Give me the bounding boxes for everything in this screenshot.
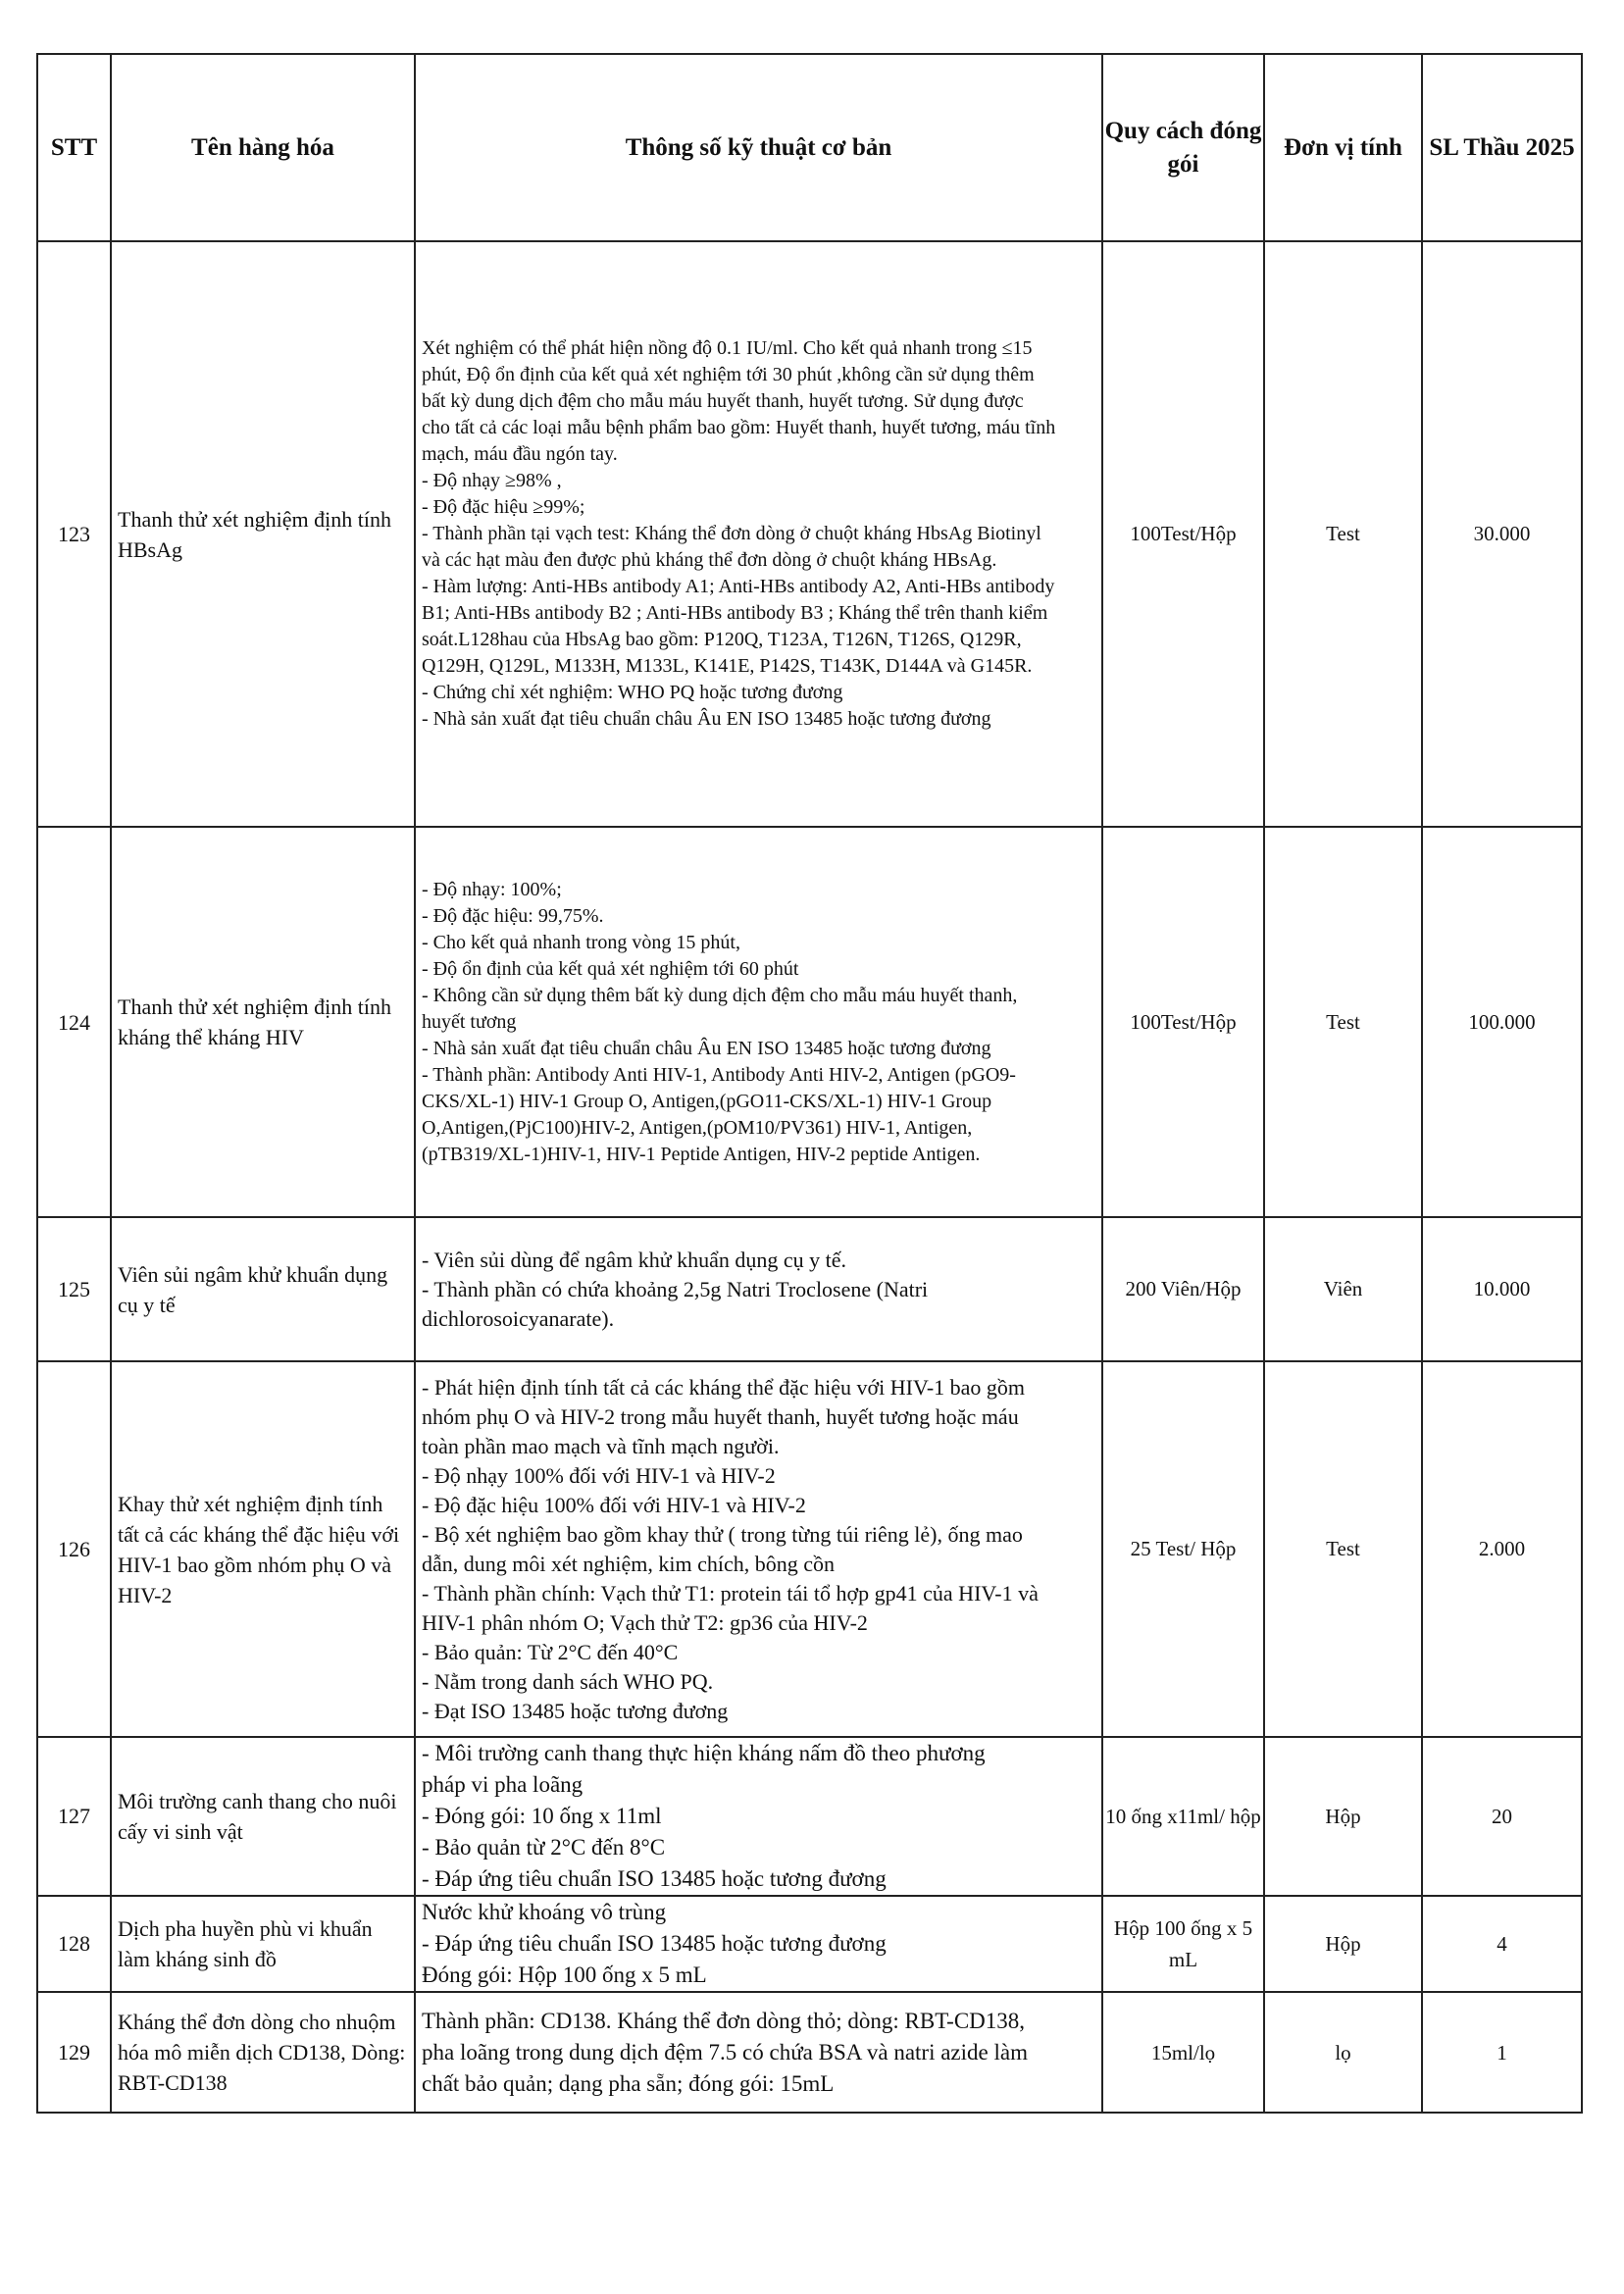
row-unit: Test	[1264, 1361, 1422, 1737]
table-row	[37, 241, 1582, 827]
spec-line: nhóm phụ O và HIV-2 trong mẫu huyết thanh, huyết tương hoặc máu	[422, 1403, 1019, 1429]
spec-line: - Cho kết quả nhanh trong vòng 15 phút,	[422, 931, 740, 953]
row-stt: 124	[37, 827, 111, 1217]
spec-line: HIV-1 phân nhóm O; Vạch thử T2: gp36 của HIV-2	[422, 1609, 868, 1635]
row-spec	[415, 1992, 1102, 2113]
spec-line: - Đạt ISO 13485 hoặc tương đương	[422, 1698, 729, 1723]
row-stt: 127	[37, 1737, 111, 1896]
spec-line: - Nhà sản xuất đạt tiêu chuẩn châu Âu EN ISO 13485 hoặc tương đương	[422, 1037, 991, 1059]
row-qty: 30.000	[1422, 241, 1582, 827]
spec-line: B1; Anti-HBs antibody B2 ; Anti-HBs antibody B3 ; Kháng thể trên thanh kiểm	[422, 602, 1048, 624]
spec-line: dichlorosoicyanarate).	[422, 1305, 615, 1331]
row-stt: 129	[37, 1992, 111, 2113]
spec-line: toàn phần mao mạch và tĩnh mạch người.	[422, 1433, 780, 1458]
row-unit: Test	[1264, 827, 1422, 1217]
spec-line: cho tất cả các loại mẫu bệnh phẩm bao gồm: Huyết thanh, huyết tương, máu tĩnh	[422, 417, 1056, 438]
spec-line: (pTB319/XL-1)HIV-1, HIV-1 Peptide Antigen, HIV-2 peptide Antigen.	[422, 1143, 981, 1165]
spec-line: - Viên sủi dùng để ngâm khử khuẩn dụng cụ y tế.	[422, 1247, 847, 1272]
header-unit: Đơn vị tính	[1264, 54, 1422, 241]
header-spec: Thông số kỹ thuật cơ bản	[415, 54, 1102, 241]
spec-line: Q129H, Q129L, M133H, M133L, K141E, P142S, T143K, D144A và G145R.	[422, 655, 1033, 677]
row-name: Viên sủi ngâm khử khuẩn dụng cụ y tế	[111, 1217, 415, 1361]
row-name: Thanh thử xét nghiệm định tính kháng thể kháng HIV	[111, 827, 415, 1217]
row-stt: 125	[37, 1217, 111, 1361]
spec-line: Đóng gói: Hộp 100 ống x 5 mL	[422, 1963, 707, 1987]
row-stt: 123	[37, 241, 111, 827]
row-unit: lọ	[1264, 1992, 1422, 2113]
row-name: Kháng thể đơn dòng cho nhuộm hóa mô miễn dịch CD138, Dòng: RBT-CD138	[111, 1992, 415, 2113]
spec-line: Thành phần: CD138. Kháng thể đơn dòng thỏ; dòng: RBT-CD138,	[422, 2008, 1026, 2033]
row-pack: Hộp 100 ống x 5 mL	[1102, 1896, 1264, 1992]
row-spec	[415, 1896, 1102, 1992]
row-name: Dịch pha huyền phù vi khuẩn làm kháng sinh đồ	[111, 1896, 415, 1992]
row-spec	[415, 827, 1102, 1217]
row-unit: Test	[1264, 241, 1422, 827]
spec-line: huyết tương	[422, 1010, 517, 1033]
row-stt: 128	[37, 1896, 111, 1992]
spec-line: - Thành phần tại vạch test: Kháng thể đơn dòng ở chuột kháng HbsAg Biotinyl	[422, 523, 1041, 544]
row-qty: 4	[1422, 1896, 1582, 1992]
row-pack: 25 Test/ Hộp	[1102, 1361, 1264, 1737]
spec-line: pháp vi pha loãng	[422, 1772, 584, 1797]
spec-line: - Độ nhạy: 100%;	[422, 878, 562, 900]
row-qty: 1	[1422, 1992, 1582, 2113]
spec-line: - Thành phần: Antibody Anti HIV-1, Antibody Anti HIV-2, Antigen (pGO9-	[422, 1063, 1016, 1086]
spec-line: - Chứng chỉ xét nghiệm: WHO PQ hoặc tương đương	[422, 682, 843, 703]
row-pack: 15ml/lọ	[1102, 1992, 1264, 2113]
spec-line: - Đáp ứng tiêu chuẩn ISO 13485 hoặc tương đương	[422, 1866, 887, 1891]
spec-line: CKS/XL-1) HIV-1 Group O, Antigen,(pGO11-CKS/XL-1) HIV-1 Group	[422, 1090, 992, 1112]
table-header-row	[37, 54, 1582, 241]
spec-line: mạch, máu đầu ngón tay.	[422, 443, 618, 465]
spec-line: Xét nghiệm có thể phát hiện nồng độ 0.1 IU/ml. Cho kết quả nhanh trong ≤15	[422, 337, 1033, 359]
row-qty: 10.000	[1422, 1217, 1582, 1361]
spec-line: dẫn, dung môi xét nghiệm, kim chích, bông cồn	[422, 1551, 835, 1576]
spec-line: - Bảo quản từ 2°C đến 8°C	[422, 1835, 666, 1860]
spec-line: O,Antigen,(PjC100)HIV-2, Antigen,(pOM10/PV361) HIV-1, Antigen,	[422, 1116, 973, 1139]
spec-line: soát.L128hau của HbsAg bao gồm: P120Q, T123A, T126N, T126S, Q129R,	[422, 629, 1022, 650]
spec-line: - Hàm lượng: Anti-HBs antibody A1; Anti-HBs antibody A2, Anti-HBs antibody	[422, 576, 1055, 597]
table-row	[37, 1361, 1582, 1737]
row-spec	[415, 1361, 1102, 1737]
row-pack: 100Test/Hộp	[1102, 241, 1264, 827]
spec-line: phút, Độ ổn định của kết quả xét nghiệm tới 30 phút ,không cần sử dụng thêm	[422, 364, 1035, 385]
spec-line: - Độ nhạy ≥98% ,	[422, 470, 562, 491]
row-name: Môi trường canh thang cho nuôi cấy vi sinh vật	[111, 1737, 415, 1896]
procurement-table	[36, 53, 1583, 2114]
spec-line: - Đáp ứng tiêu chuẩn ISO 13485 hoặc tương đương	[422, 1931, 887, 1956]
spec-line: và các hạt màu đen được phủ kháng thể đơn dòng ở chuột kháng HBsAg.	[422, 549, 997, 571]
spec-line: - Độ đặc hiệu ≥99%;	[422, 496, 585, 518]
spec-line: chất bảo quản; dạng pha sẵn; đóng gói: 15mL	[422, 2070, 835, 2096]
spec-line: - Đóng gói: 10 ống x 11ml	[422, 1804, 662, 1828]
spec-line: pha loãng trong dung dịch đệm 7.5 có chứa BSA và natri azide làm	[422, 2039, 1028, 2065]
table-row	[37, 1992, 1582, 2113]
row-pack: 200 Viên/Hộp	[1102, 1217, 1264, 1361]
header-pack: Quy cách đóng gói	[1102, 54, 1264, 241]
table-row	[37, 1217, 1582, 1361]
row-pack: 100Test/Hộp	[1102, 827, 1264, 1217]
spec-line: Nước khử khoáng vô trùng	[422, 1900, 667, 1924]
spec-line: - Độ nhạy 100% đối với HIV-1 và HIV-2	[422, 1462, 776, 1488]
spec-line: - Nằm trong danh sách WHO PQ.	[422, 1668, 714, 1694]
row-qty: 100.000	[1422, 827, 1582, 1217]
spec-line: - Bộ xét nghiệm bao gồm khay thử ( trong từng túi riêng lẻ), ống mao	[422, 1521, 1023, 1547]
row-unit: Hộp	[1264, 1896, 1422, 1992]
spec-line: - Bảo quản: Từ 2°C đến 40°C	[422, 1639, 679, 1664]
row-qty: 2.000	[1422, 1361, 1582, 1737]
spec-line: - Phát hiện định tính tất cả các kháng thể đặc hiệu với HIV-1 bao gồm	[422, 1374, 1026, 1400]
spec-line: - Độ đặc hiệu: 99,75%.	[422, 904, 604, 927]
row-qty: 20	[1422, 1737, 1582, 1896]
spec-line: - Độ ổn định của kết quả xét nghiệm tới 60 phút	[422, 957, 799, 980]
row-stt: 126	[37, 1361, 111, 1737]
spec-line: - Không cần sử dụng thêm bất kỳ dung dịch đệm cho mẫu máu huyết thanh,	[422, 984, 1018, 1006]
row-pack: 10 ống x11ml/ hộp	[1102, 1737, 1264, 1896]
spec-line: - Nhà sản xuất đạt tiêu chuẩn châu Âu EN ISO 13485 hoặc tương đương	[422, 708, 991, 730]
row-unit: Viên	[1264, 1217, 1422, 1361]
spec-line: - Thành phần có chứa khoảng 2,5g Natri Troclosene (Natri	[422, 1276, 929, 1301]
spec-line: - Môi trường canh thang thực hiện kháng nấm đồ theo phương	[422, 1741, 986, 1765]
table-row	[37, 1896, 1582, 1992]
row-spec	[415, 1217, 1102, 1361]
spec-line: - Độ đặc hiệu 100% đối với HIV-1 và HIV-2	[422, 1492, 806, 1517]
row-spec	[415, 241, 1102, 827]
header-qty: SL Thầu 2025	[1422, 54, 1582, 241]
row-spec	[415, 1737, 1102, 1896]
row-name: Thanh thử xét nghiệm định tính HBsAg	[111, 241, 415, 827]
table-row	[37, 1737, 1582, 1896]
row-unit: Hộp	[1264, 1737, 1422, 1896]
spec-line: - Thành phần chính: Vạch thử T1: protein tái tổ hợp gp41 của HIV-1 và	[422, 1580, 1039, 1606]
row-name: Khay thử xét nghiệm định tính tất cả các kháng thể đặc hiệu với HIV-1 bao gồm nhóm phụ O và HIV-2	[111, 1361, 415, 1737]
header-stt: STT	[37, 54, 111, 241]
table-row	[37, 827, 1582, 1217]
spec-line: bất kỳ dung dịch đệm cho mẫu máu huyết thanh, huyết tương. Sử dụng được	[422, 390, 1024, 412]
header-name: Tên hàng hóa	[111, 54, 415, 241]
